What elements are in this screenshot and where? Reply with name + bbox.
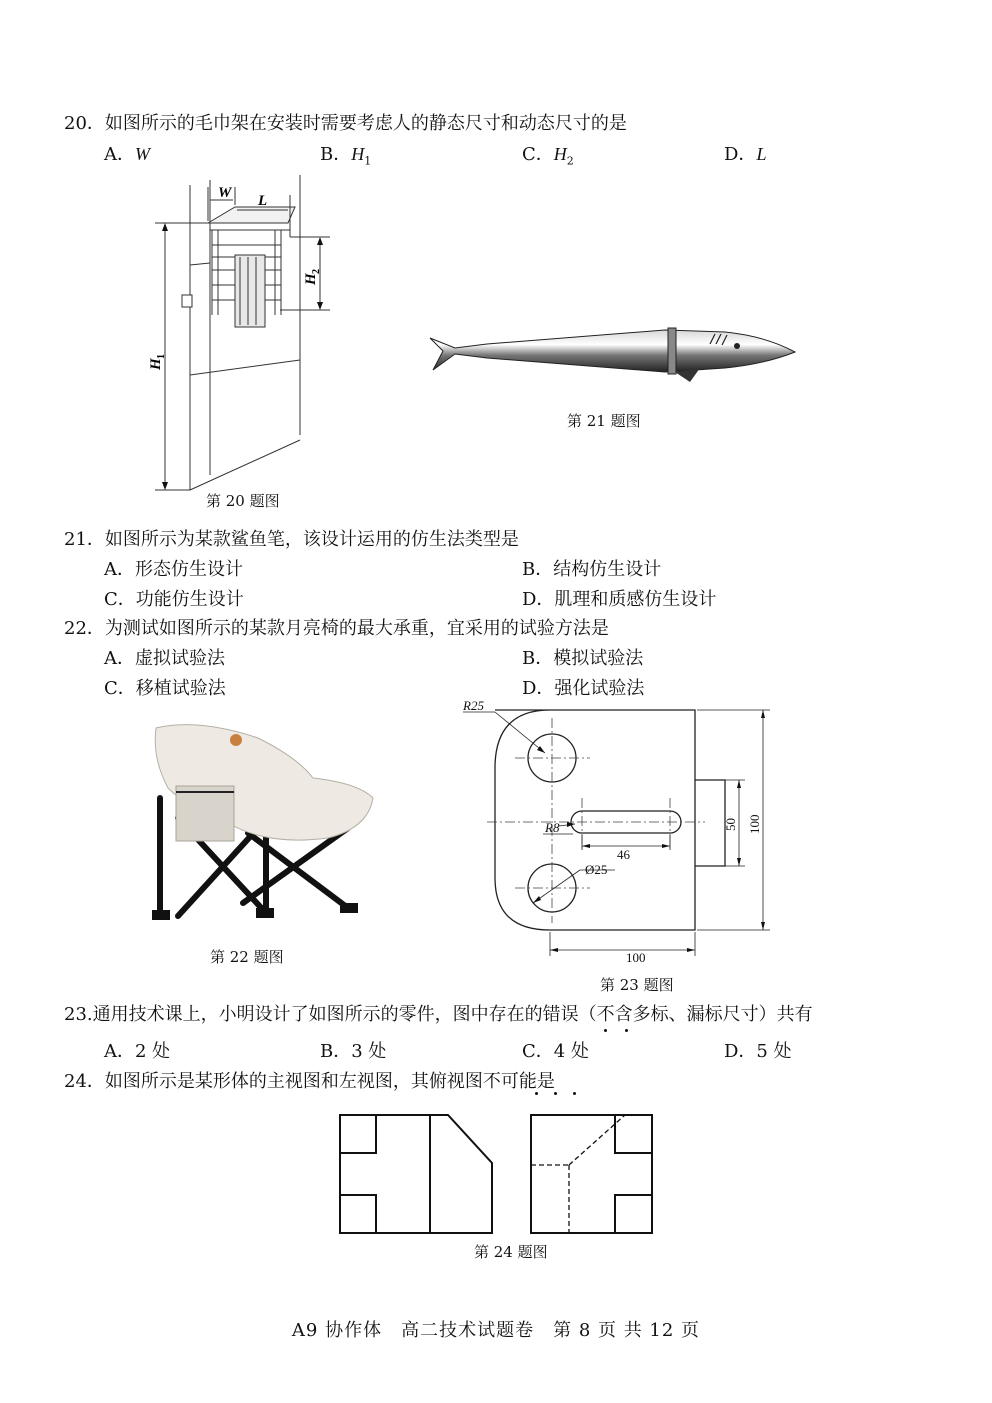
- q22-stem: 22．为测试如图所示的某款月亮椅的最大承重，宜采用的试验方法是: [64, 618, 609, 639]
- q21-option-c[interactable]: C．功能仿生设计: [104, 589, 244, 610]
- shark-pen-figure: [425, 320, 800, 390]
- dim-dia25: Ø25: [585, 862, 608, 877]
- q20-option-a[interactable]: [104, 143, 150, 166]
- q20-option-c-sub: 2: [566, 154, 574, 168]
- emphasis-dot: [573, 1092, 576, 1095]
- q22-option-d[interactable]: D．强化试验法: [522, 678, 645, 699]
- q24-stem: [64, 1071, 555, 1093]
- dim-r25: R25: [463, 698, 484, 713]
- q24-stem-emphasis: 不可能: [482, 1071, 537, 1092]
- q22-option-a[interactable]: A．虚拟试验法: [104, 648, 225, 669]
- q20-option-b-sub: 1: [364, 154, 372, 168]
- fig20-label-w: W: [218, 185, 232, 201]
- dim-46: 46: [617, 847, 630, 862]
- q21-figure-caption: 第 21 题图: [567, 412, 641, 430]
- q23-stem-after: （不含多标、漏标尺寸）共有: [578, 1004, 813, 1025]
- page-footer: A9 协作体 高二技术试题卷 第 8 页 共 12 页: [291, 1320, 701, 1341]
- fig20-label-h2-sub: 2: [311, 269, 322, 274]
- towel-rack-figure: [140, 175, 340, 495]
- q20-option-d-var: L: [756, 144, 767, 164]
- dim-r8: R8: [545, 820, 560, 835]
- emphasis-dot: [535, 1092, 538, 1095]
- emphasis-dot: [554, 1092, 557, 1095]
- q22-option-c[interactable]: C．移植试验法: [104, 678, 226, 699]
- q23-option-b[interactable]: B．3 处: [320, 1041, 387, 1062]
- fig20-label-h1-sub: 1: [156, 354, 167, 359]
- q20-option-d[interactable]: [724, 143, 766, 166]
- q23-stem-before: 23.通用技术课上，小明设计了如图所示的零件，图中存在的: [64, 1004, 543, 1025]
- q20-figure-caption: 第 20 题图: [206, 492, 280, 510]
- q24-stem-before: 24．如图所示是某形体的主视图和左视图，其俯视图: [64, 1071, 483, 1092]
- q23-stem-emphasis: 错误: [542, 1004, 579, 1025]
- emphasis-dot: [625, 1029, 628, 1032]
- q23-option-d[interactable]: D．5 处: [724, 1041, 792, 1062]
- q20-option-b-letter: B．: [320, 144, 352, 165]
- q24-figure-caption: 第 24 题图: [474, 1243, 548, 1261]
- left-view-drawing: [529, 1113, 655, 1235]
- q23-option-a[interactable]: A．2 处: [104, 1041, 171, 1062]
- dim-100-horizontal: 100: [626, 950, 646, 965]
- q21-stem: 21．如图所示为某款鲨鱼笔，该设计运用的仿生法类型是: [64, 529, 519, 550]
- q23-figure-caption: 第 23 题图: [600, 976, 674, 994]
- q22-figure-caption: 第 22 题图: [210, 948, 284, 966]
- q23-stem: [64, 1004, 813, 1026]
- q22-option-b[interactable]: B．模拟试验法: [522, 648, 644, 669]
- q20-option-c-var: H: [553, 144, 567, 164]
- q20-option-c[interactable]: [522, 143, 574, 173]
- q24-stem-after: 是: [536, 1071, 555, 1092]
- q21-option-a[interactable]: A．形态仿生设计: [104, 559, 243, 580]
- q20-option-c-letter: C．: [522, 144, 554, 165]
- q20-option-a-letter: A．: [104, 144, 135, 165]
- q21-option-b[interactable]: B．结构仿生设计: [522, 559, 662, 580]
- fig20-label-h2: H: [303, 273, 319, 285]
- moon-chair-figure: [148, 718, 383, 928]
- emphasis-dot: [604, 1029, 607, 1032]
- q20-option-a-var: W: [135, 144, 150, 164]
- dim-100-vertical: 100: [747, 814, 762, 834]
- q20-option-d-letter: D．: [724, 144, 757, 165]
- part-drawing-figure: [455, 698, 775, 970]
- front-view-drawing: [338, 1113, 496, 1235]
- q21-option-d[interactable]: D．肌理和质感仿生设计: [522, 589, 717, 610]
- q20-option-b-var: H: [351, 144, 365, 164]
- q23-option-c[interactable]: C．4 处: [522, 1041, 589, 1062]
- fig20-label-l: L: [258, 193, 268, 209]
- dim-50: 50: [723, 818, 738, 831]
- fig20-label-h1: H: [148, 358, 164, 370]
- q20-option-b[interactable]: [320, 143, 371, 173]
- q20-stem: 20．如图所示的毛巾架在安装时需要考虑人的静态尺寸和动态尺寸的是: [64, 113, 627, 134]
